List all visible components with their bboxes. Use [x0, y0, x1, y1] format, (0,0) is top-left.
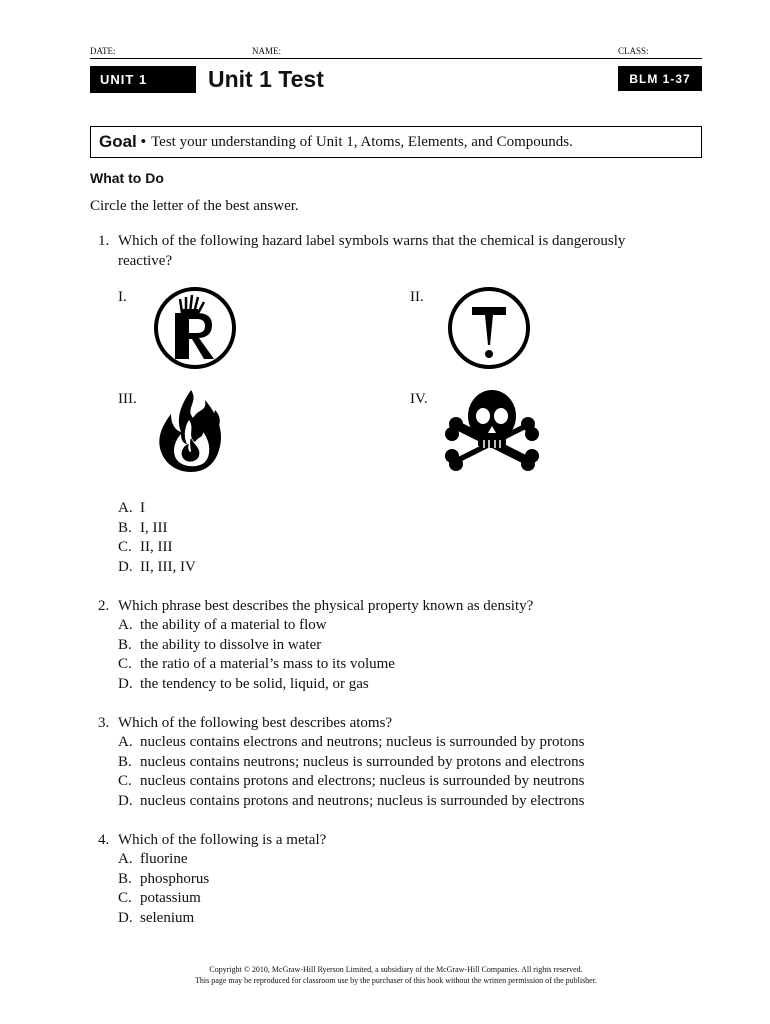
question-number: 2. — [98, 598, 110, 614]
question-text-cont: reactive? — [118, 252, 173, 269]
option-a[interactable]: A. I — [118, 500, 145, 516]
symbol-label-i: I. — [118, 289, 127, 305]
option-c[interactable]: C. nucleus contains protons and electrons; nucleus is surrounded by neutrons — [118, 773, 585, 789]
symbol-label-iv: IV. — [410, 391, 428, 407]
blm-badge: BLM 1-37 — [618, 66, 702, 91]
option-a[interactable]: A. the ability of a material to flow — [118, 617, 327, 633]
question-2-options — [118, 616, 395, 694]
question-text: Which phrase best describes the physical property known as density? — [118, 598, 534, 614]
name-label: NAME: — [252, 46, 281, 56]
goal-box — [90, 126, 702, 158]
symbol-label-iii: III. — [118, 391, 137, 407]
option-a[interactable]: A. fluorine — [118, 851, 188, 867]
option-c[interactable]: C. the ratio of a material’s mass to its volume — [118, 656, 395, 672]
option-b[interactable]: B. the ability to dissolve in water — [118, 636, 322, 653]
question-number: 1. — [98, 233, 110, 249]
date-label: DATE: — [90, 46, 116, 56]
question-2 — [98, 597, 533, 617]
dangerously-reactive-symbol-icon — [152, 285, 238, 371]
goal-bullet: • — [140, 133, 147, 150]
option-c[interactable]: C. potassium — [118, 890, 201, 906]
option-c[interactable]: C. II, III — [118, 539, 173, 555]
question-text: Which of the following hazard label symbols warns that the chemical is dangerously — [118, 233, 626, 249]
permission-line: This page may be reproduced for classroom use by the purchaser of this book without the written permission of the publisher. — [195, 976, 597, 985]
question-3-options — [118, 733, 585, 811]
option-d[interactable]: D. selenium — [118, 909, 195, 926]
what-to-do-heading: What to Do — [90, 170, 164, 186]
instruction-text: Circle the letter of the best answer. — [90, 198, 299, 214]
poison-skull-symbol-icon — [444, 386, 540, 476]
symbol-label-ii: II. — [410, 289, 424, 305]
question-1 — [98, 232, 625, 271]
question-text: Which of the following is a metal? — [118, 832, 327, 848]
option-b[interactable]: B. nucleus contains neutrons; nucleus is surrounded by protons and electrons — [118, 753, 585, 770]
option-b[interactable]: B. I, III — [118, 519, 168, 536]
goal-label: Goal — [99, 132, 137, 151]
option-b[interactable]: B. phosphorus — [118, 870, 210, 887]
flammable-symbol-icon — [155, 386, 227, 476]
option-d[interactable]: D. nucleus contains protons and neutrons; nucleus is surrounded by electrons — [118, 792, 585, 809]
question-number: 3. — [98, 715, 110, 731]
question-3 — [98, 714, 392, 734]
question-4 — [98, 831, 326, 851]
option-d[interactable]: D. the tendency to be solid, liquid, or gas — [118, 675, 369, 692]
question-4-options — [118, 850, 209, 928]
question-number: 4. — [98, 832, 110, 848]
class-label: CLASS: — [618, 46, 649, 56]
copyright-line: Copyright © 2010, McGraw-Hill Ryerson Limited, a subsidiary of the McGraw-Hill Companies. All rights reserved. — [209, 965, 583, 974]
question-text: Which of the following best describes atoms? — [118, 715, 393, 731]
question-1-options — [118, 499, 196, 577]
oxidizing-symbol-icon — [446, 285, 532, 371]
option-d[interactable]: D. II, III, IV — [118, 558, 196, 575]
goal-text: Test your understanding of Unit 1, Atoms, Elements, and Compounds. — [151, 133, 573, 150]
unit-tab: UNIT 1 — [90, 66, 196, 93]
page-title: Unit 1 Test — [208, 66, 324, 92]
copyright-footer — [90, 964, 702, 986]
header-rule — [90, 58, 702, 59]
option-a[interactable]: A. nucleus contains electrons and neutrons; nucleus is surrounded by protons — [118, 734, 585, 750]
